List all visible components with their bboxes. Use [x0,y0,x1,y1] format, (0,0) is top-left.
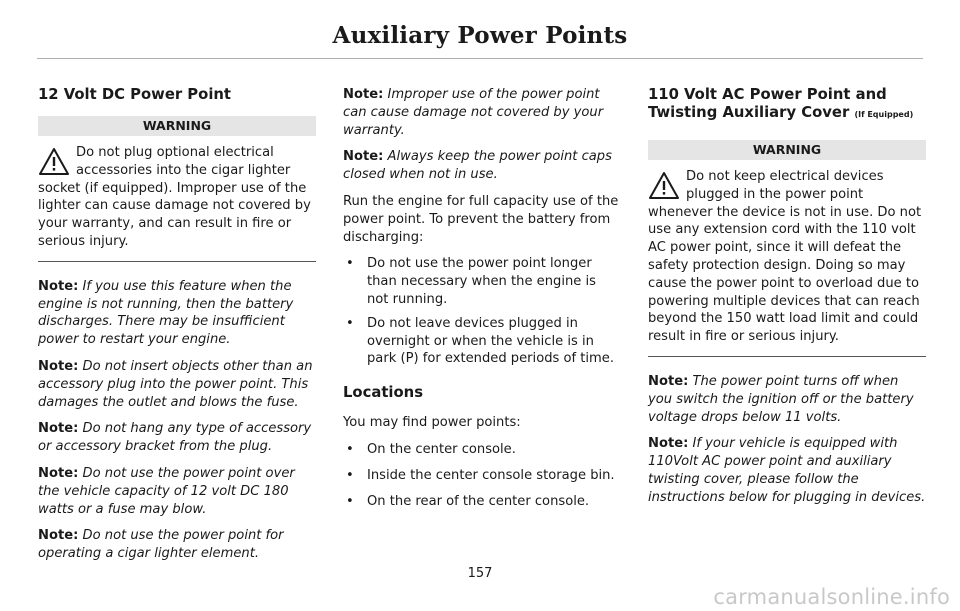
bullet-list [343,255,621,368]
warning-block [648,168,926,346]
note-text: Do not use the power point over the vehicle capacity of 12 volt DC 180 watts or a fuse may blow. [38,465,295,517]
note [648,435,926,506]
note [38,358,316,411]
note [343,148,621,184]
note [648,373,926,426]
warning-divider [648,356,926,357]
list-item: • On the center console. [343,441,621,459]
heading-text: 110 Volt AC Power Point and Twisting Auxiliary Cover [648,86,887,121]
note-text: Do not use the power point for operating a cigar lighter element. [38,528,284,562]
note-label: Note: [343,87,384,102]
list-item: • Inside the center console storage bin. [343,467,621,485]
warning-banner: WARNING [38,116,316,136]
note-label: Note: [343,149,384,165]
watermark: carmanualsonline.info [713,585,950,609]
page-title: Auxiliary Power Points [332,22,628,49]
note [38,420,316,456]
section-heading-12v: 12 Volt DC Power Point [38,86,231,103]
section-heading-110v [648,86,926,124]
note [38,278,316,349]
note-label: Note: [38,465,79,481]
list-item: • Do not leave devices plugged in overnight or when the vehicle is in park (P) for extended periods of time. [343,315,621,368]
note-text: Do not insert objects other than an accessory plug into the power point. This damages the outlet and blows the fuse. [38,358,313,410]
note-label: Note: [38,278,79,294]
warning-divider [38,261,316,262]
page-number: 157 [467,566,493,581]
title-divider [37,58,923,59]
note-label: Note: [648,436,689,452]
column-3 [648,86,926,516]
note-text: Improper use of the power point can cause damage not covered by your warranty. [343,87,604,138]
warning-block [38,144,316,251]
body-paragraph: Run the engine for full capacity use of the power point. To prevent the battery from discharging: [343,193,619,245]
list-item: • On the rear of the center console. [343,493,621,511]
list-item: • Do not use the power point longer than necessary when the engine is not running. [343,255,621,308]
warning-text: Do not plug optional electrical accessories into the cigar lighter socket (if equipped). Improper use of the lighter can cause damage not covered by your warranty, and can result in fire or serious injury. [38,145,311,249]
note-text: If your vehicle is equipped with 110Volt AC power point and auxiliary twisting cover, please follow the instructions below for plugging in devices. [648,436,926,505]
note [38,527,316,563]
locations-intro: You may find power points: [343,415,521,431]
note-text: If you use this feature when the engine is not running, then the battery discharges. There may be insufficient power to restart your engine. [38,278,294,348]
warning-text: Do not keep electrical devices plugged in the power point whenever the device is not in use. Do not use any extension cord with the 110 volt AC power point, since it will defeat the safety protection design. Doing so may cause the power point to overload due to powering multiple devices that can reach beyond the 150 watt load limit and could result in fire or serious injury. [648,169,922,345]
warning-triangle-icon [38,146,70,178]
section-heading-locations: Locations [343,384,424,402]
note-label: Note: [38,358,79,374]
note [38,465,316,518]
locations-list [343,441,621,510]
warning-triangle-icon [648,170,680,202]
note-text: Do not hang any type of accessory or accessory bracket from the plug. [38,421,312,455]
note [343,86,621,139]
note-label: Note: [38,528,79,544]
note-label: Note: [648,373,689,389]
note-text: Always keep the power point caps closed when not in use. [343,149,612,183]
note-text: The power point turns off when you switch the ignition off or the battery voltage drops below 11 volts. [648,373,914,425]
column-2 [343,86,621,520]
heading-suffix: (If Equipped) [854,110,914,119]
warning-banner: WARNING [648,140,926,160]
column-1 [38,86,316,572]
note-label: Note: [38,421,79,437]
